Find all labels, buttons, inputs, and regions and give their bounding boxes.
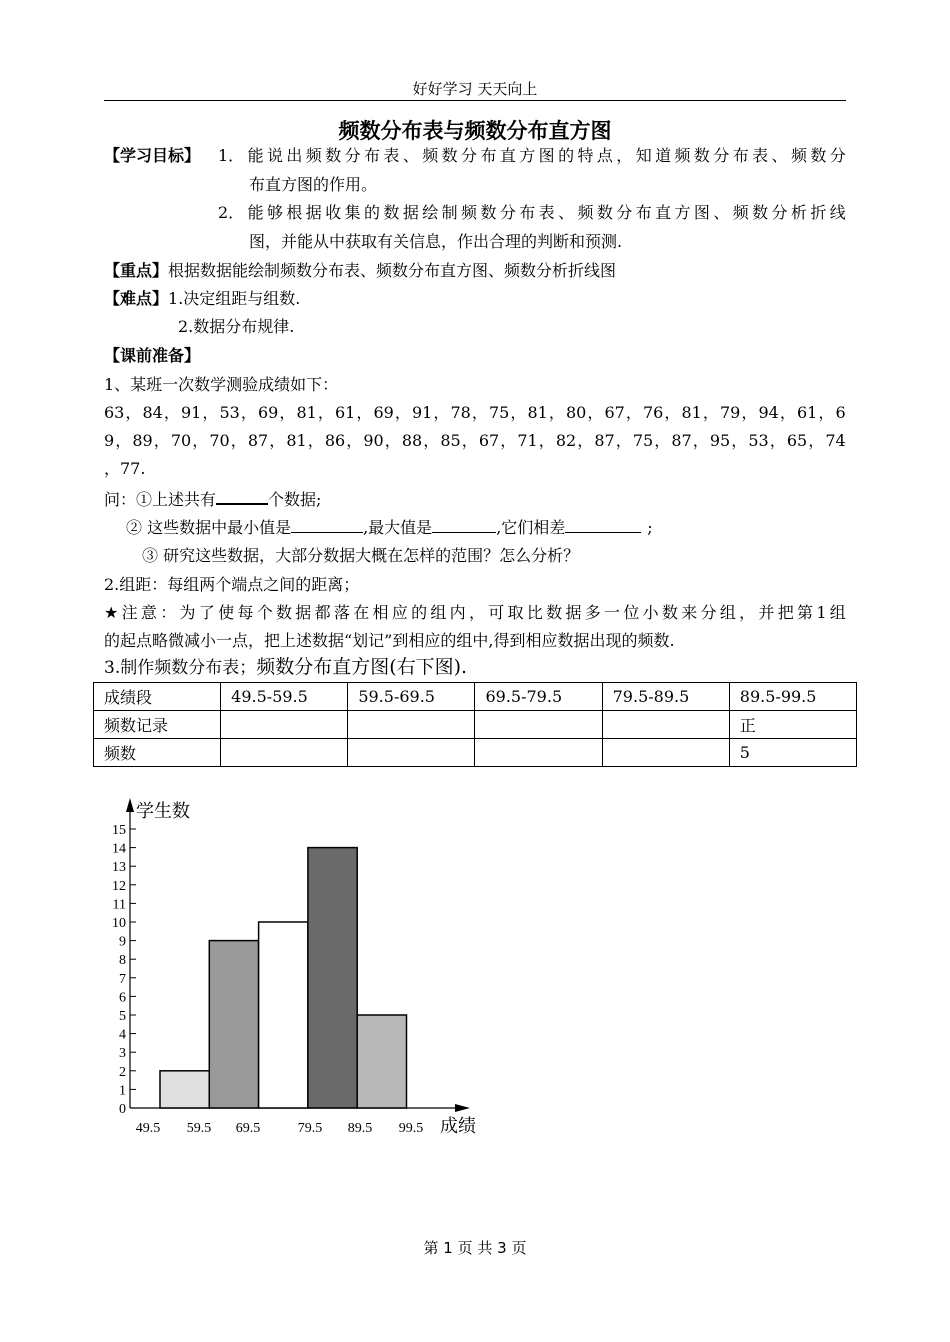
text-token: 分: [700, 603, 717, 622]
text-token: 频: [790, 146, 807, 165]
x-tick-label: 49.5: [135, 1121, 161, 1136]
text-token: 分: [771, 203, 788, 222]
table-cell[interactable]: [602, 711, 729, 739]
text-token: ，: [615, 431, 632, 450]
text-token: 布: [364, 146, 381, 165]
text-token: 81: [296, 403, 317, 422]
text-token: 把: [777, 603, 794, 622]
text-token: 78: [450, 403, 471, 422]
y-tick-label: 12: [112, 878, 126, 894]
text-token: 比: [526, 603, 543, 622]
text-token: ，: [471, 403, 488, 422]
count-blank[interactable]: [216, 487, 268, 505]
x-tick-label: 59.5: [186, 1121, 212, 1136]
text-token: ，: [115, 431, 132, 450]
text-token: 图: [693, 203, 710, 222]
ask-count: [104, 487, 321, 511]
text-token: 来: [681, 603, 698, 622]
text-token: 布: [635, 203, 652, 222]
text-token: 内: [449, 603, 466, 622]
text-token: 65: [786, 431, 808, 450]
text-token: 相: [372, 603, 389, 622]
text-token: 据: [402, 203, 419, 222]
text-token: 布: [519, 203, 536, 222]
y-tick-label: 14: [112, 841, 126, 857]
text-token: 63: [104, 403, 125, 422]
text-token: 能: [247, 203, 264, 222]
x-axis-title: 成绩: [440, 1116, 476, 1137]
y-axis-title: 学生数: [136, 801, 190, 822]
text-token: 数: [596, 203, 613, 222]
table-cell: 频数记录: [94, 711, 221, 739]
text-token: 据: [305, 203, 322, 222]
table-header-cell: 89.5-99.5: [729, 683, 856, 711]
text-token: 频: [305, 146, 322, 165]
key-point-text: 根据数据能绘制频数分布表、频数分布直方图、频数分析折线图: [168, 261, 617, 280]
text-token: 特: [577, 146, 594, 165]
text-token: 87: [671, 431, 692, 450]
text-token: 1: [816, 603, 827, 622]
text-token: ，: [510, 403, 527, 422]
difficulty-item-2: 2.数据分布规律.: [178, 317, 295, 336]
table-row: [94, 711, 857, 739]
text-token: ，: [317, 403, 334, 422]
text-token: 取: [507, 603, 524, 622]
text-token: 方: [519, 146, 536, 165]
text-token: ，: [779, 403, 796, 422]
text-token: 数: [810, 146, 827, 165]
text-token: ，: [808, 431, 825, 450]
text-token: 注: [121, 603, 138, 622]
table-cell[interactable]: [221, 739, 348, 767]
text-token: ，: [153, 431, 170, 450]
text-token: 80: [566, 403, 587, 422]
scores-line-3: ，77.: [104, 459, 146, 478]
goal-1-line-2: 布直方图的作用。: [249, 175, 378, 194]
text-token: 说: [266, 146, 283, 165]
text-token: 位: [623, 603, 640, 622]
text-token: 表: [538, 203, 555, 222]
x-tick-label: 99.5: [398, 1121, 424, 1136]
text-token: ，: [269, 431, 286, 450]
text-token: 61: [335, 403, 356, 422]
text-token: 76: [643, 403, 664, 422]
text-token: ，: [616, 146, 633, 165]
text-token: 折: [810, 203, 827, 222]
y-tick-label: 9: [119, 934, 126, 950]
histogram-bar: [209, 941, 258, 1108]
text-token: 67: [604, 403, 625, 422]
y-axis-arrow: [126, 798, 134, 812]
text-token: 可: [488, 603, 505, 622]
text-token: 在: [353, 603, 370, 622]
text-token: 都: [314, 603, 331, 622]
y-tick-label: 3: [119, 1046, 126, 1062]
text-token: 2．: [218, 203, 245, 222]
text-token: 数: [752, 203, 769, 222]
text-token: 9: [104, 431, 115, 450]
text-token: 74: [825, 431, 846, 450]
text-token: 每: [237, 603, 254, 622]
text-token: 、: [402, 146, 419, 165]
text-token: ，: [307, 431, 324, 450]
text-token: 数: [480, 203, 497, 222]
difficulty: [104, 288, 300, 310]
x-tick-label: 89.5: [347, 1121, 373, 1136]
text-token: 81: [527, 403, 548, 422]
text-token: 使: [218, 603, 235, 622]
text-token: 82: [555, 431, 577, 450]
text-token: 一: [604, 603, 621, 622]
ask-max-text: ,最大值是: [363, 518, 433, 537]
text-token: ，: [384, 431, 401, 450]
question-3-a: 3.制作频数分布表；: [104, 658, 257, 678]
text-token: 布: [480, 146, 497, 165]
text-token: 布: [732, 146, 749, 165]
table-header-cell: 69.5-79.5: [475, 683, 602, 711]
text-token: ，: [423, 431, 440, 450]
text-token: 直: [655, 203, 672, 222]
text-token: ，: [356, 403, 373, 422]
text-token: 析: [790, 203, 807, 222]
scores-line-2: [104, 430, 846, 452]
text-token: 87: [247, 431, 269, 450]
text-token: 91: [412, 403, 433, 422]
text-token: 71: [517, 431, 538, 450]
y-tick-label: 1: [119, 1083, 126, 1099]
header-rule: [104, 100, 846, 101]
histogram-chart: [90, 790, 510, 1150]
text-token: 出: [286, 146, 303, 165]
text-token: ，: [654, 431, 671, 450]
text-token: ，: [240, 403, 257, 422]
text-token: 频: [461, 203, 478, 222]
x-tick-label: 79.5: [297, 1121, 323, 1136]
text-token: 第: [797, 603, 814, 622]
y-tick-label: 8: [119, 953, 126, 969]
text-token: ，: [625, 403, 642, 422]
y-tick-label: 10: [112, 916, 126, 931]
text-token: 多: [584, 603, 601, 622]
max-blank[interactable]: [432, 516, 496, 533]
text-token: 分: [829, 146, 846, 165]
text-token: 分: [461, 146, 478, 165]
table-cell[interactable]: [475, 711, 602, 739]
text-token: ，: [468, 603, 485, 622]
text-token: 组: [829, 603, 846, 622]
y-tick-label: 15: [112, 823, 126, 838]
page-title: 频数分布表与频数分布直方图: [338, 118, 612, 143]
text-token: 、: [558, 203, 575, 222]
text-token: 数: [383, 203, 400, 222]
note-line-1: [104, 602, 846, 624]
text-token: 69: [373, 403, 394, 422]
text-token: 意: [140, 603, 157, 622]
difficulty-label: 【难点】: [104, 289, 169, 308]
table-cell[interactable]: [348, 739, 475, 767]
text-token: ，: [692, 431, 709, 450]
table-cell[interactable]: [221, 711, 348, 739]
table-header-cell: 成绩段: [94, 683, 221, 711]
y-tick-label: 7: [119, 971, 126, 987]
text-token: 86: [324, 431, 346, 450]
text-token: 够: [266, 203, 283, 222]
text-token: ，: [125, 403, 142, 422]
scores-line-1: [104, 402, 846, 424]
text-token: 知: [635, 146, 652, 165]
text-token: 数: [276, 603, 293, 622]
difficulty-item-1: 1.决定组距与组数.: [168, 289, 301, 308]
note-line-2: 的起点略微减小一点，把上述数据“划记”到相应的组中,得到相应数据出现的频数.: [104, 631, 675, 650]
y-tick-label: 13: [112, 860, 126, 876]
text-token: 75: [489, 403, 510, 422]
text-token: 分: [344, 146, 361, 165]
text-token: 、: [771, 146, 788, 165]
frequency-table: [93, 682, 857, 767]
text-token: ，: [769, 431, 786, 450]
diff-blank[interactable]: [565, 516, 641, 533]
histogram-bar: [160, 1071, 209, 1108]
table-row: [94, 739, 857, 767]
key-point: [104, 260, 616, 282]
text-token: 制: [441, 203, 458, 222]
text-token: ，: [163, 403, 180, 422]
histogram-bar: [308, 848, 357, 1108]
text-token: 、: [713, 203, 730, 222]
y-tick-label: 2: [119, 1064, 126, 1080]
text-token: 53: [748, 431, 769, 450]
text-token: 81: [681, 403, 702, 422]
question-2: 2.组距：每组两个端点之间的距离；: [104, 575, 360, 594]
text-token: 并: [758, 603, 775, 622]
question-3: [104, 656, 467, 679]
text-token: ：: [160, 603, 177, 622]
text-token: 能: [247, 146, 264, 165]
text-token: 61: [797, 403, 818, 422]
text-token: ，: [500, 431, 517, 450]
text-token: 了: [198, 603, 215, 622]
question-3-b: 频数分布直方图(右下图).: [256, 656, 468, 678]
text-token: ，: [741, 403, 758, 422]
text-token: 频: [732, 203, 749, 222]
text-token: 收: [325, 203, 342, 222]
ask-min-text: ② 这些数据中最小值是: [126, 518, 292, 537]
table-header-row: [94, 683, 857, 711]
text-token: 点: [596, 146, 613, 165]
text-token: 分: [713, 146, 730, 165]
text-token: 84: [142, 403, 163, 422]
text-token: ，: [192, 431, 209, 450]
y-tick-label: 5: [119, 1009, 126, 1024]
text-token: 个: [256, 603, 273, 622]
table-cell: 频数: [94, 739, 221, 767]
text-token: 线: [829, 203, 846, 222]
text-token: 组: [430, 603, 447, 622]
ask-end: ;: [647, 518, 653, 537]
text-token: ，: [202, 403, 219, 422]
text-token: ，: [664, 403, 681, 422]
text-token: 绘: [422, 203, 439, 222]
text-token: ，: [230, 431, 247, 450]
y-tick-label: 11: [112, 897, 126, 913]
text-token: 根: [286, 203, 303, 222]
text-token: 89: [132, 431, 153, 450]
text-token: 表: [383, 146, 400, 165]
text-token: 据: [295, 603, 312, 622]
key-point-label: 【重点】: [104, 261, 169, 280]
min-blank[interactable]: [291, 516, 363, 533]
text-token: 87: [594, 431, 615, 450]
ask-range: ③ 研究这些数据，大部分数据大概在怎样的范围？怎么分析？: [142, 546, 580, 565]
table-cell[interactable]: [602, 739, 729, 767]
text-token: 方: [674, 203, 691, 222]
text-token: 表: [752, 146, 769, 165]
table-header-cell: 79.5-89.5: [602, 683, 729, 711]
text-token: 据: [565, 603, 582, 622]
goal-2-line-1: [104, 202, 846, 224]
text-token: 1．: [218, 146, 245, 165]
text-token: ，: [461, 431, 478, 450]
text-token: 数: [693, 146, 710, 165]
text-token: ，: [702, 403, 719, 422]
text-token: 的: [364, 203, 381, 222]
text-token: 75: [632, 431, 654, 450]
text-token: 69: [258, 403, 279, 422]
goal-2-line-2: 图，并能从中获取有关信息，作出合理的判断和预测.: [249, 232, 623, 251]
text-token: 70: [209, 431, 230, 450]
text-token: ★: [104, 603, 119, 622]
table-cell[interactable]: [475, 739, 602, 767]
histogram-bar: [357, 1015, 406, 1108]
table-cell[interactable]: 5: [729, 739, 856, 767]
text-token: 的: [558, 146, 575, 165]
prep-label: 【课前准备】: [104, 346, 201, 365]
text-token: 数: [661, 603, 678, 622]
text-token: 数: [441, 146, 458, 165]
text-token: ，: [587, 403, 604, 422]
ask-min-max: [126, 516, 653, 539]
text-token: ，: [538, 431, 555, 450]
page-footer: 第 1 页 共 3 页: [423, 1239, 527, 1257]
text-token: 为: [179, 603, 196, 622]
goals-label: 【学习目标】: [104, 146, 201, 165]
text-token: 分: [499, 203, 516, 222]
text-token: 直: [499, 146, 516, 165]
text-token: ，: [577, 431, 594, 450]
text-token: 落: [333, 603, 350, 622]
text-token: ，: [394, 403, 411, 422]
text-token: 79: [720, 403, 741, 422]
text-token: 70: [170, 431, 192, 450]
text-token: 分: [616, 203, 633, 222]
text-token: 小: [642, 603, 659, 622]
x-tick-label: 69.5: [235, 1121, 261, 1136]
text-token: 组: [719, 603, 736, 622]
text-token: 数: [546, 603, 563, 622]
text-token: 的: [411, 603, 428, 622]
text-token: 67: [478, 431, 500, 450]
text-token: 85: [440, 431, 461, 450]
text-token: 应: [391, 603, 408, 622]
text-token: 81: [286, 431, 307, 450]
table-cell[interactable]: [348, 711, 475, 739]
ask-count-text: 问：①上述共有: [104, 490, 217, 509]
y-tick-label: 0: [119, 1102, 126, 1117]
text-token: ，: [739, 603, 756, 622]
text-token: 集: [344, 203, 361, 222]
text-token: 88: [401, 431, 423, 450]
x-axis-arrow: [455, 1104, 470, 1112]
text-token: 90: [363, 431, 384, 450]
y-tick-label: 6: [119, 990, 126, 1006]
ask-count-suffix: 个数据;: [268, 490, 322, 509]
text-token: ，: [279, 403, 296, 422]
text-token: 图: [538, 146, 555, 165]
text-token: 频: [674, 146, 691, 165]
text-token: 91: [181, 403, 202, 422]
text-token: 53: [219, 403, 240, 422]
table-header-cell: 49.5-59.5: [221, 683, 348, 711]
goal-1-line-1: [104, 145, 846, 167]
text-token: ，: [548, 403, 565, 422]
text-token: 94: [758, 403, 779, 422]
text-token: ，: [433, 403, 450, 422]
text-token: ，: [731, 431, 748, 450]
y-tick-label: 4: [119, 1027, 126, 1043]
text-token: ，: [346, 431, 363, 450]
text-token: 数: [325, 146, 342, 165]
text-token: ，: [818, 403, 835, 422]
table-cell[interactable]: 正: [729, 711, 856, 739]
text-token: 6: [835, 403, 846, 422]
question-1: 1、某班一次数学测验成绩如下：: [104, 375, 339, 394]
table-header-cell: 59.5-69.5: [348, 683, 475, 711]
ask-diff-text: ,它们相差: [496, 518, 566, 537]
text-token: 道: [655, 146, 672, 165]
text-token: 频: [577, 203, 594, 222]
text-token: 频: [422, 146, 439, 165]
histogram-bar: [259, 922, 308, 1108]
page-header: 好好学习 天天向上: [412, 80, 538, 98]
text-token: 95: [709, 431, 731, 450]
